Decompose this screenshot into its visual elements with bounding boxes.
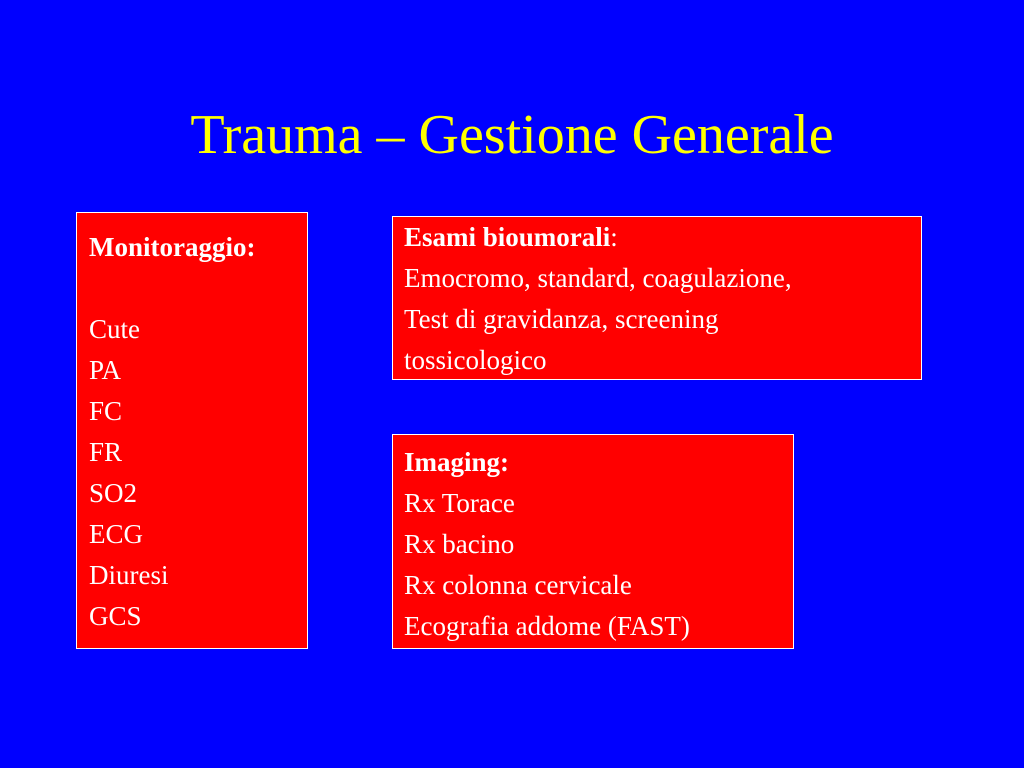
monitoring-heading: Monitoraggio: bbox=[89, 232, 256, 262]
slide-title: Trauma – Gestione Generale bbox=[190, 104, 834, 166]
imaging-heading: Imaging: bbox=[404, 447, 510, 477]
monitoring-item-pa: PA bbox=[89, 355, 122, 385]
labs-box bbox=[392, 216, 922, 380]
monitoring-spacer bbox=[89, 268, 307, 309]
monitoring-item-so2: SO2 bbox=[89, 478, 138, 508]
monitoring-item-fc: FC bbox=[89, 396, 123, 426]
imaging-item-ecografia: Ecografia addome (FAST) bbox=[404, 611, 690, 641]
labs-heading: Esami bioumorali bbox=[404, 222, 611, 252]
monitoring-item-ecg: ECG bbox=[89, 519, 143, 549]
monitoring-item-gcs: GCS bbox=[89, 601, 142, 631]
labs-line-blood-tests: Emocromo, standard, coagulazione, bbox=[404, 263, 792, 293]
labs-heading-colon: : bbox=[610, 222, 618, 252]
imaging-item-rx-colonna: Rx colonna cervicale bbox=[404, 570, 632, 600]
labs-line-toxicology: tossicologico bbox=[404, 345, 547, 375]
imaging-item-rx-torace: Rx Torace bbox=[404, 488, 515, 518]
labs-heading-line bbox=[404, 217, 921, 258]
monitoring-item-fr: FR bbox=[89, 437, 123, 467]
monitoring-item-cute: Cute bbox=[89, 314, 140, 344]
imaging-box bbox=[392, 434, 794, 649]
imaging-item-rx-bacino: Rx bacino bbox=[404, 529, 515, 559]
monitoring-box bbox=[76, 212, 308, 649]
labs-line-pregnancy: Test di gravidanza, screening bbox=[404, 304, 719, 334]
monitoring-item-diuresi: Diuresi bbox=[89, 560, 169, 590]
